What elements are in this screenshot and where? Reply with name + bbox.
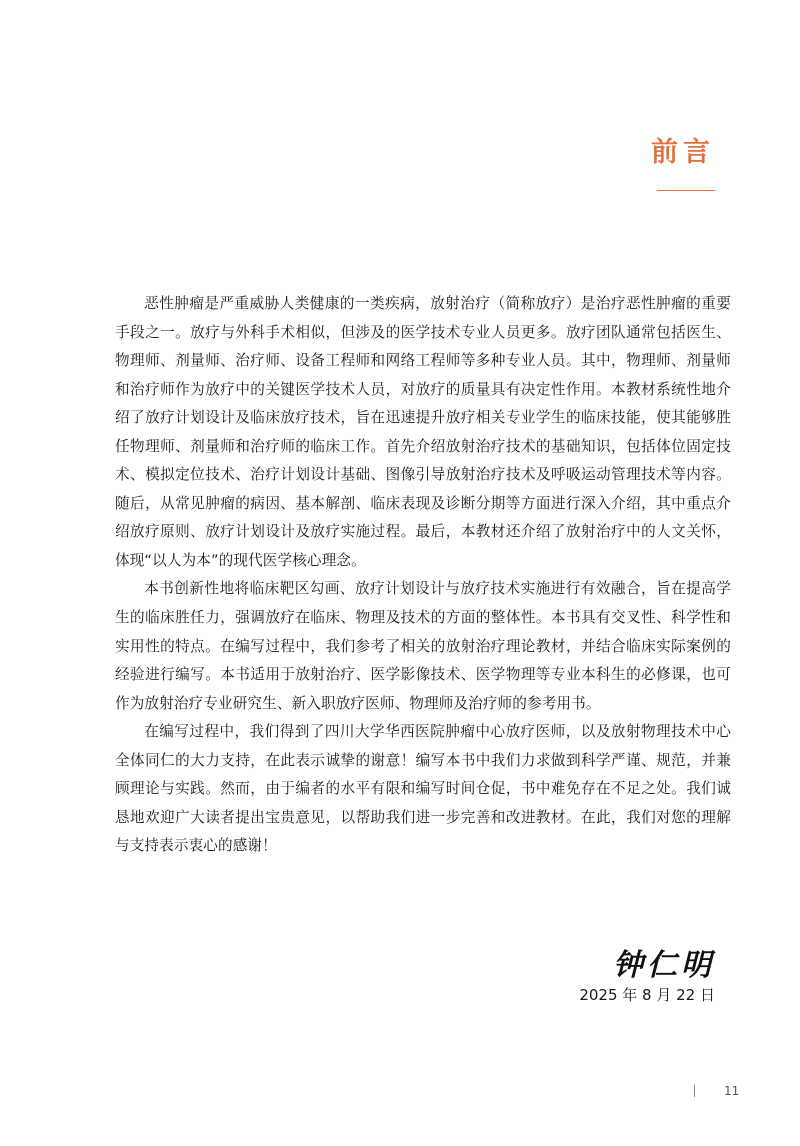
paragraph-1: 恶性肿瘤是严重威胁人类健康的一类疾病，放射治疗（简称放疗）是治疗恶性肿瘤的重要手段之一。放疗与外科手术相似，但涉及的医学技术专业人员更多。放疗团队通常包括医生、物理师、剂量师、治疗师、设备工程师和网络工程师等多种专业人员。其中，物理师、剂量师和治疗师作为放疗中的关键医学技术人员，对放疗的质量具有决定性作用。本教材系统性地介绍了放疗计划设计及临床放疗技术，旨在迅速提升放疗相关专业学生的临床技能，使其能够胜任物理师、剂量师和治疗师的临床工作。首先介绍放射治疗技术的基础知识，包括体位固定技术、模拟定位技术、治疗计划设计基础、图像引导放射治疗技术及呼吸运动管理技术等内容。随后，从常见肿瘤的病因、基本解剖、临床表现及诊断分期等方面进行深入介绍，其中重点介绍放疗原则、放疗计划设计及放疗实施过程。最后，本教材还介绍了放射治疗中的人文关怀，体现“以人为本”的现代医学核心理念。 — [115, 295, 731, 569]
page-number: 11 — [724, 1084, 740, 1098]
page-heading: 前言 — [651, 137, 715, 168]
date-line: 2025 年 8 月 22 日 — [579, 986, 715, 1004]
footer-divider — [694, 1085, 695, 1097]
preface-body — [115, 290, 731, 861]
heading-underline — [657, 190, 715, 191]
paragraph-3: 在编写过程中，我们得到了四川大学华西医院肿瘤中心放疗医师，以及放射物理技术中心全体同仁的大力支持，在此表示诚挚的谢意！编写本书中我们力求做到科学严谨、规范，并兼顾理论与实践。然而，由于编者的水平有限和编写时间仓促，书中难免存在不足之处。我们诚恳地欢迎广大读者提出宝贵意见，以帮助我们进一步完善和改进教材。在此，我们对您的理解与支持表示衷心的感谢！ — [115, 723, 731, 855]
author-signature: 钟仁明 — [613, 948, 715, 983]
paragraph-2: 本书创新性地将临床靶区勾画、放疗计划设计与放疗技术实施进行有效融合，旨在提高学生的临床胜任力，强调放疗在临床、物理及技术的方面的整体性。本书具有交叉性、科学性和实用性的特点。在编写过程中，我们参考了相关的放射治疗理论教材，并结合临床实际案例的经验进行编写。本书适用于放射治疗、医学影像技术、医学物理等专业本科生的必修课，也可作为放射治疗专业研究生、新入职放疗医师、物理师及治疗师的参考用书。 — [115, 580, 731, 712]
